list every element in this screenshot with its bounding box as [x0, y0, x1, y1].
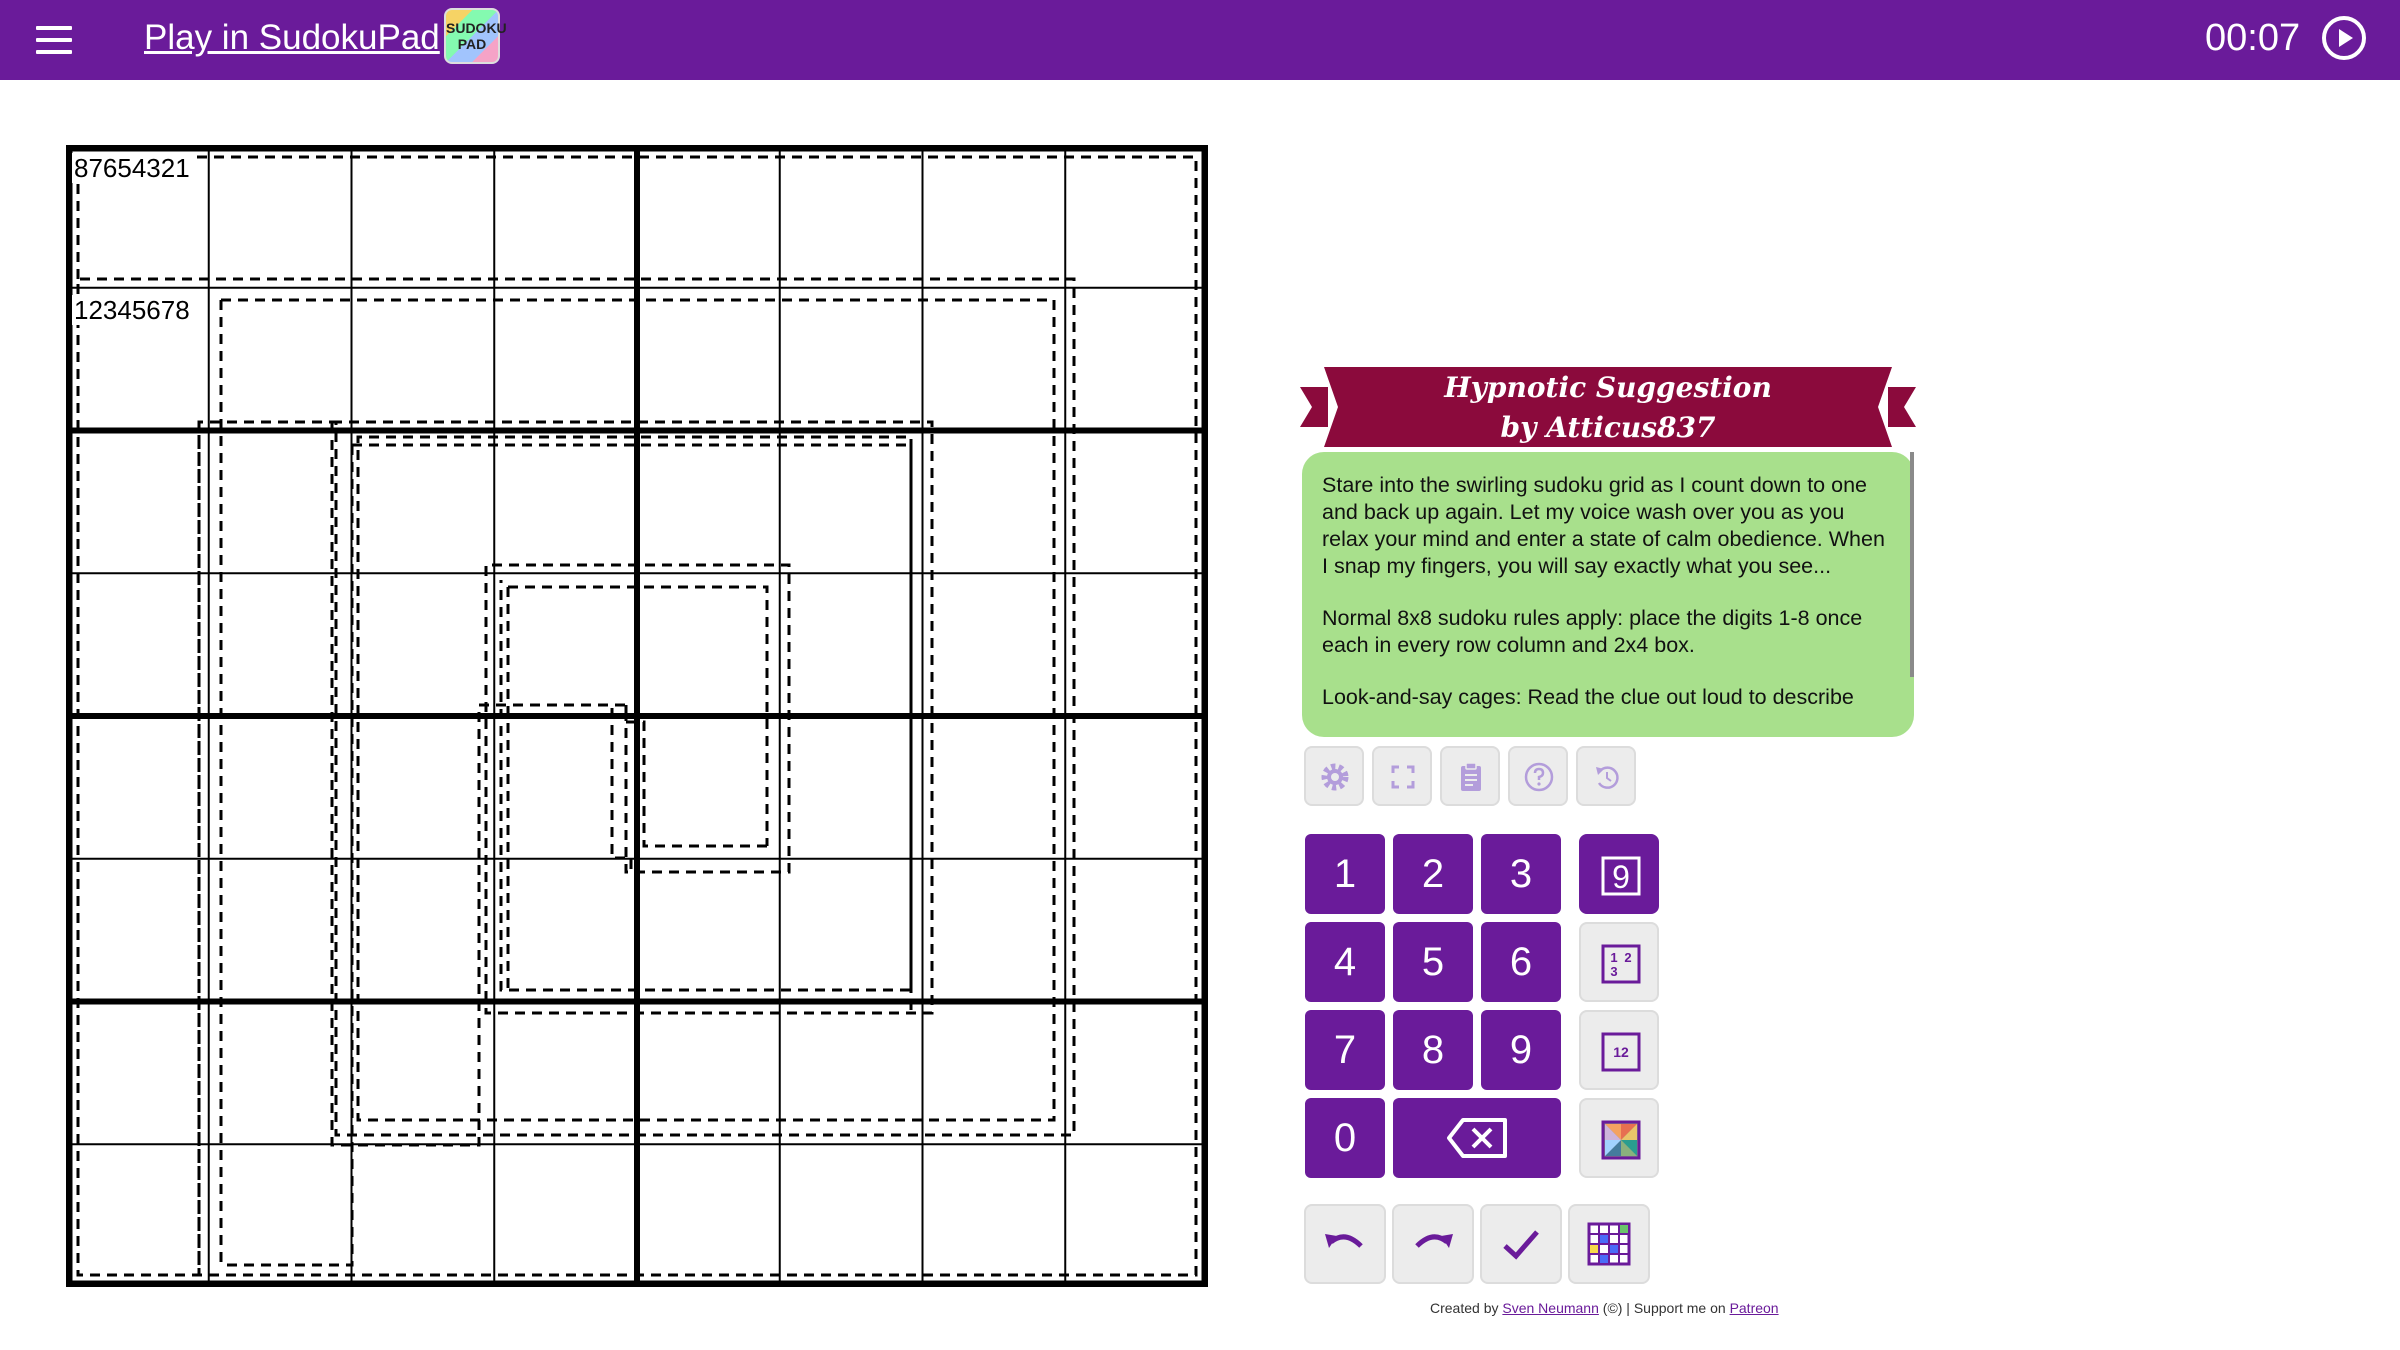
check-icon: [1499, 1222, 1543, 1266]
svg-text:3: 3: [1610, 964, 1618, 979]
clipboard-icon: [1455, 761, 1487, 793]
footer-created-by: Created by: [1430, 1300, 1499, 1316]
restart-button[interactable]: [1576, 746, 1636, 806]
logo-text-line1: SUDOKU: [446, 20, 507, 36]
digit-8-button[interactable]: 8: [1393, 1010, 1473, 1090]
sudokupad-logo: [444, 8, 507, 64]
rules-paragraph: Stare into the swirling sudoku grid as I count down to one and back up again. Let my voice wash over you as you relax your mind and enter a state of calm obedience. When I snap my fingers, you will say exactly what you see...: [1322, 473, 1885, 578]
logo-text-line2: PAD: [457, 36, 487, 52]
redo-button[interactable]: [1392, 1204, 1474, 1284]
footer-support-text: (©) | Support me on: [1602, 1300, 1726, 1316]
top-bar: [0, 0, 2400, 80]
digit-3-button[interactable]: 3: [1481, 834, 1561, 914]
fullscreen-button[interactable]: [1372, 746, 1432, 806]
digit-7-button[interactable]: 7: [1305, 1010, 1385, 1090]
patreon-link[interactable]: Patreon: [1729, 1300, 1779, 1316]
digit-1-button[interactable]: 1: [1305, 834, 1385, 914]
puzzle-title: [1340, 368, 1876, 448]
corner-mode-button[interactable]: [1579, 922, 1659, 1002]
rules-paragraph: Look-and-say cages: Read the clue out loud to describe: [1322, 685, 1854, 709]
corner-mode-icon: [1599, 942, 1643, 986]
rules-paragraph: Normal 8x8 sudoku rules apply: place the digits 1-8 once each in every row column and 2x4 box.: [1322, 606, 1863, 657]
undo-icon: [1323, 1222, 1367, 1266]
cell-r2c1-value: 12345678: [74, 295, 190, 325]
play-in-sudokupad-link[interactable]: Play in SudokuPad: [144, 18, 440, 57]
centre-mode-icon: [1599, 1030, 1643, 1074]
digit-4-button[interactable]: 4: [1305, 922, 1385, 1002]
colour-mode-button[interactable]: [1579, 1098, 1659, 1178]
delete-button[interactable]: [1393, 1098, 1561, 1178]
digit-6-button[interactable]: 6: [1481, 922, 1561, 1002]
redo-icon: [1411, 1222, 1455, 1266]
help-icon: [1523, 761, 1555, 793]
colour-mode-icon: [1599, 1118, 1643, 1162]
rules-text: [1322, 472, 1890, 737]
fullscreen-icon: [1387, 761, 1419, 793]
rules-scrollbar[interactable]: [1910, 452, 1914, 677]
rules-panel[interactable]: [1302, 452, 1914, 737]
author-link[interactable]: Sven Neumann: [1502, 1300, 1599, 1316]
play-pause-icon[interactable]: [2322, 16, 2366, 60]
puzzle-author: by Atticus837: [1500, 411, 1716, 444]
svg-text:9: 9: [1612, 859, 1630, 895]
svg-text:2: 2: [1624, 950, 1632, 965]
svg-text:12: 12: [1613, 1044, 1629, 1060]
normal-mode-icon: [1599, 854, 1643, 898]
gear-icon: [1319, 761, 1351, 793]
digit-2-button[interactable]: 2: [1393, 834, 1473, 914]
banner-right-tail: [1888, 387, 1916, 427]
grid-button[interactable]: [1568, 1204, 1650, 1284]
hamburger-menu-icon[interactable]: [34, 24, 74, 56]
puzzle-title-line1: Hypnotic Suggestion: [1444, 371, 1772, 404]
grid-icon: [1587, 1222, 1631, 1266]
help-button[interactable]: [1508, 746, 1568, 806]
undo-button[interactable]: [1304, 1204, 1386, 1284]
clipboard-button[interactable]: [1440, 746, 1500, 806]
normal-mode-button[interactable]: [1579, 834, 1659, 914]
footer: [1430, 1300, 1779, 1316]
sudoku-grid[interactable]: [66, 145, 1208, 1287]
digit-9-button[interactable]: 9: [1481, 1010, 1561, 1090]
cell-r1c1-value: 87654321: [74, 153, 190, 183]
centre-mode-button[interactable]: [1579, 1010, 1659, 1090]
digit-5-button[interactable]: 5: [1393, 922, 1473, 1002]
svg-text:1: 1: [1610, 950, 1618, 965]
restart-icon: [1591, 761, 1623, 793]
banner-left-tail: [1300, 387, 1328, 427]
check-button[interactable]: [1480, 1204, 1562, 1284]
settings-button[interactable]: [1304, 746, 1364, 806]
backspace-icon: [1445, 1116, 1509, 1160]
digit-0-button[interactable]: 0: [1305, 1098, 1385, 1178]
timer: 00:07: [2205, 17, 2301, 59]
